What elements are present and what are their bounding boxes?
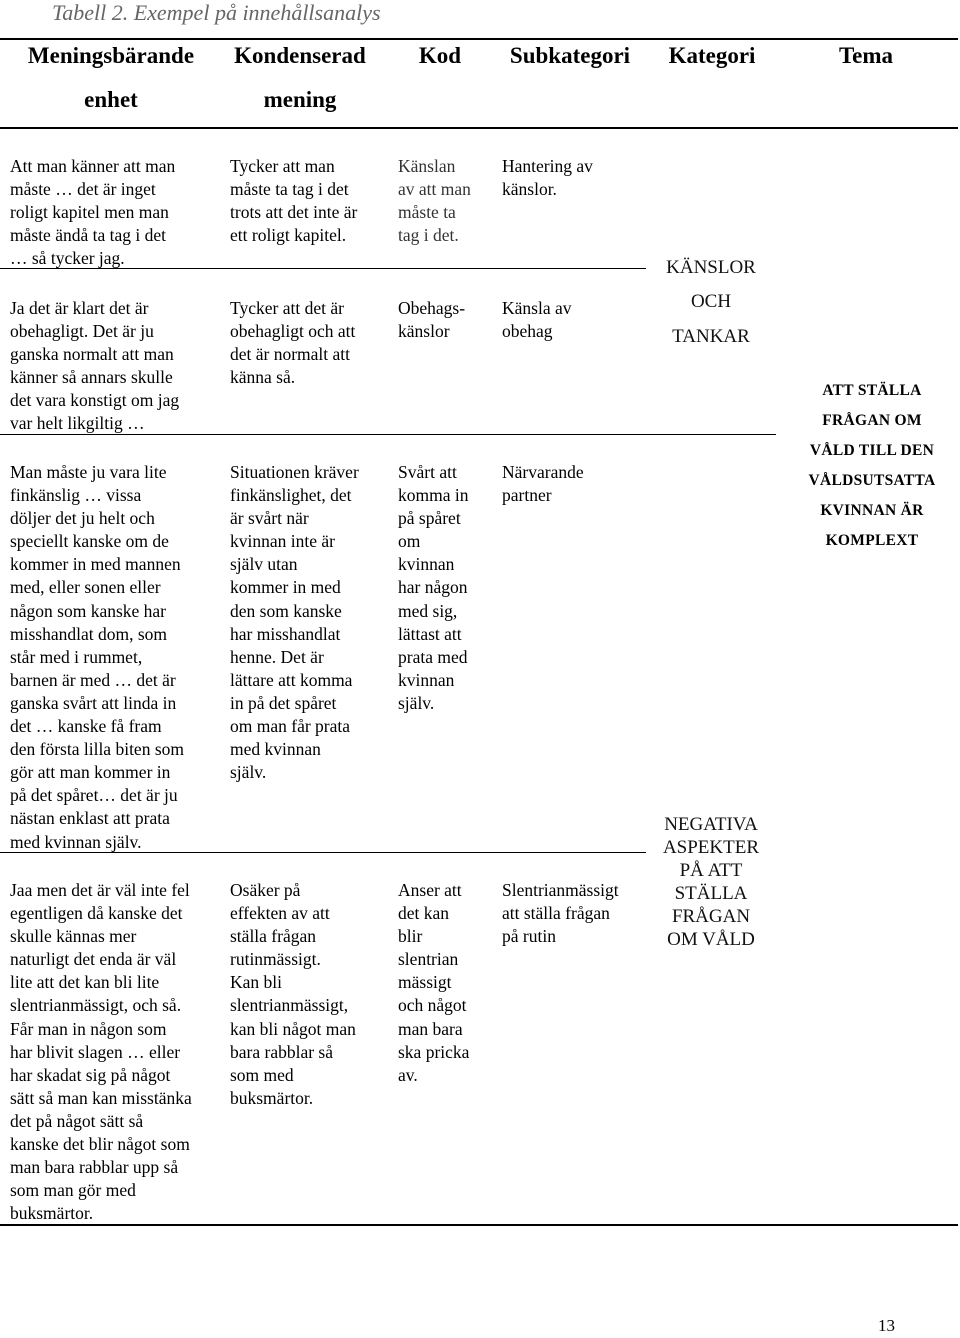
header-kondenserad-line1: Kondenserad [234,43,366,68]
row3-kondenserad: Situationen kräver finkänslighet, det är svårt när kvinnan inte är själv utan kommer in med den som kanske har misshandlat henne. Det är lättare att komma in på det spåret om man får prata med kvinnan själv. [230,462,359,783]
header-rule [0,127,958,129]
kategori-1-line2: OCH [690,291,732,312]
header-enhet-line1: Meningsbärande [27,43,195,68]
page-number: 13 [878,1316,895,1335]
header-enhet-line2: enhet [84,87,138,112]
kategori-1-line3: TANKAR [672,326,750,347]
header-kondenserad-line2: mening [263,87,337,112]
kategori-1-line1: KÄNSLOR [666,257,756,278]
row2-enhet: Ja det är klart det är obehagligt. Det är ju ganska normalt att man känner så annars skulle det vara konstigt om jag var helt likgiltig … [10,298,180,434]
row3-enhet: Man måste ju vara lite finkänslig … vissa döljer det ju helt och speciellt kanske om de kommer in med mannen med, eller sonen eller någon som kanske har misshandlat dom, som står med i rummet, barnen är med … det är ganska svårt att linda in det … kanske få fram den första lilla biten som gör att man kommer in på det spåret… det är ju nästan enklast att prata med kvinnan själv. [10,462,184,852]
tema: ATT STÄLLA FRÅGAN OM VÅLD TILL DEN VÅLDSUTSATTA KVINNAN ÄR KOMPLEXT [808,382,936,549]
header-subkategori: Subkategori [509,43,631,68]
kategori-2: NEGATIVA ASPEKTER PÅ ATT STÄLLA FRÅGAN OM VÅLD [662,814,760,950]
row1-rule [0,268,646,269]
header-tema: Tema [838,43,894,68]
row1-kod: Känslan av att man måste ta tag i det. [398,156,471,246]
row2-subkategori: Känsla av obehag [502,298,572,342]
row4-enhet: Jaa men det är väl inte fel egentligen då kanske det skulle kännas mer naturligt det enda är väl lite att det kan bli lite slentrianmässigt, och så. Får man in någon som har blivit slagen … eller har skadat sig på något sätt så man kan misstänka det på något sätt så kanske det blir något som man bara rabblar upp så som man gör med buksmärtor. [10,880,192,1224]
row2-rule [0,434,776,435]
row1-subkategori: Hantering av känslor. [502,156,593,200]
row2-kondenserad: Tycker att det är obehagligt och att det är normalt att känna så. [230,298,356,388]
header-kod: Kod [418,43,462,68]
header-kategori: Kategori [668,43,756,68]
row3-subkategori: Närvarande partner [502,462,584,506]
row4-kondenserad: Osäker på effekten av att ställa frågan rutinmässigt. Kan bli slentrianmässigt, kan bli något man bara rabblar så som med buksmärtor. [230,880,356,1108]
bottom-rule [0,1224,958,1226]
row1-kondenserad: Tycker att man måste ta tag i det trots att det inte är ett roligt kapitel. [230,156,358,246]
row4-subkategori: Slentrianmässigt att ställa frågan på rutin [502,880,619,947]
row4-kod: Anser att det kan blir slentrian mässigt och något man bara ska pricka av. [398,880,470,1085]
row3-rule [0,852,646,853]
row3-kod: Svårt att komma in på spåret om kvinnan har någon med sig, lättast att prata med kvinnan själv. [398,462,469,713]
row2-kod: Obehags- känslor [398,298,466,342]
row1-enhet: Att man känner att man måste … det är inget roligt kapitel men man måste ändå ta tag i det … så tycker jag. [10,156,176,269]
table-caption: Tabell 2. Exempel på innehållsanalys [52,0,381,25]
